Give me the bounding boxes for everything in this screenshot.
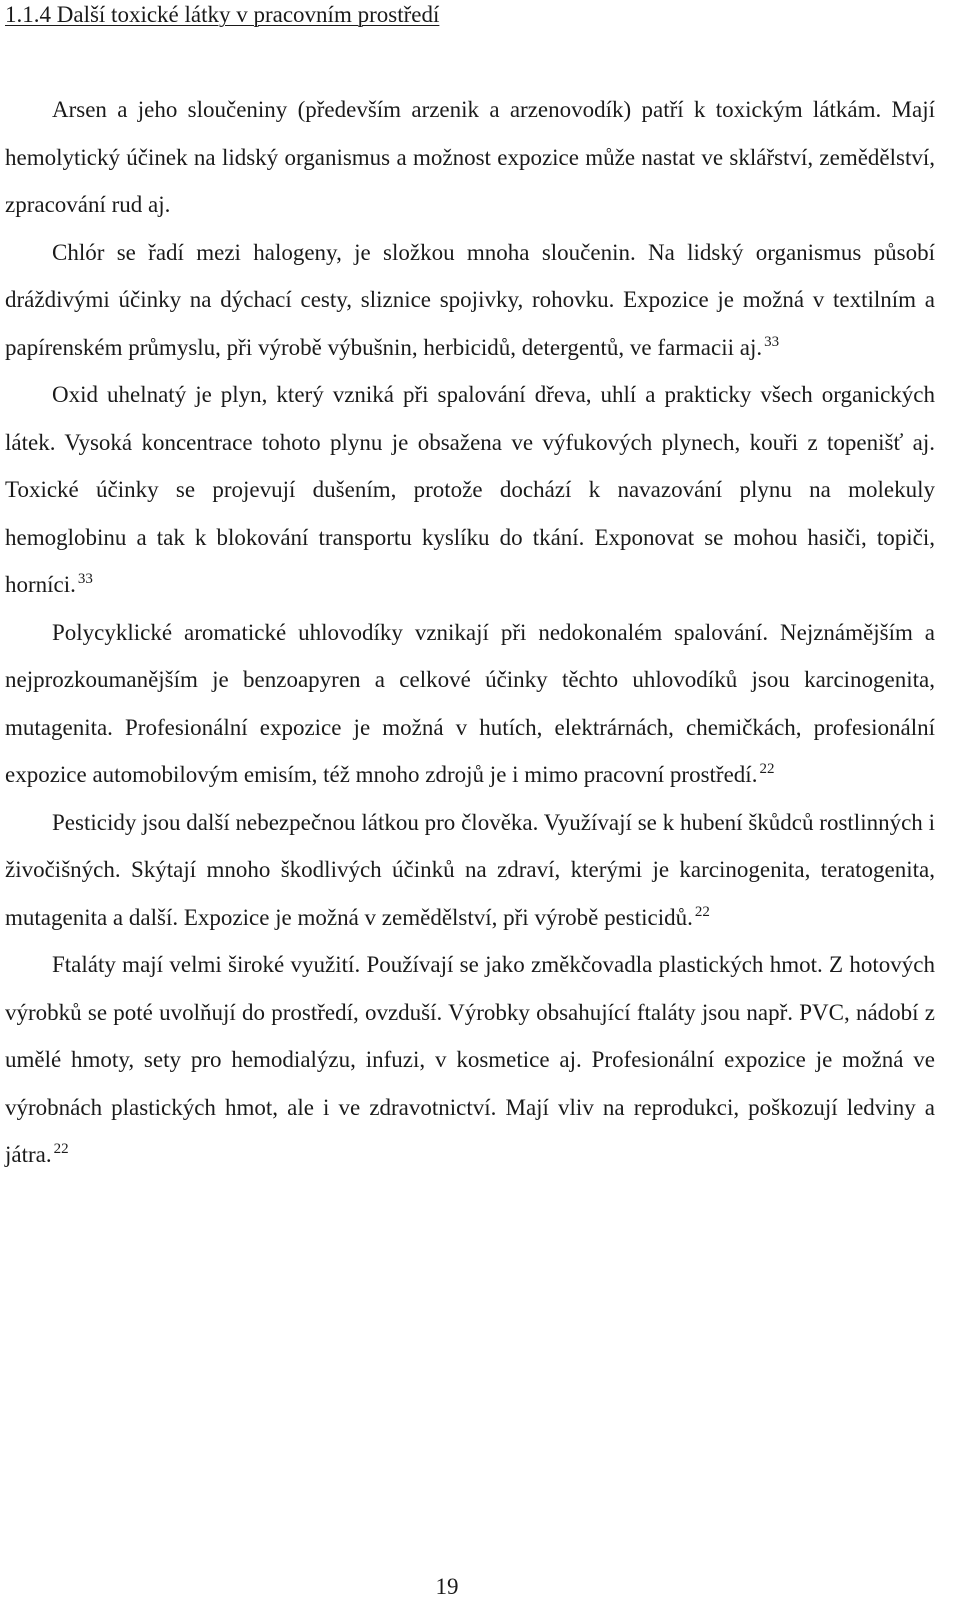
paragraph-oxid-uhelnaty [5,371,935,609]
paragraph-text: Ftaláty mají velmi široké využití. Používají se jako změkčovadla plastických hmot. Z hotových výrobků se poté uvolňují do prostředí, ovzduší. Výrobky obsahující ftaláty jsou např. PVC, nádobí z umělé hmoty, sety pro hemodialýzu, infuzi, v kosmetice aj. Profesionální expozice je možná ve výrobnách plastických hmot, ale i ve zdravotnictví. Mají vliv na reprodukci, poškozují ledviny a játra. [5,952,935,1167]
section-heading: 1.1.4 Další toxické látky v pracovním prostředí [5,2,440,27]
page-number: 19 [435,1574,459,1599]
paragraph-pau [5,609,935,799]
document-body [5,86,935,1179]
paragraph-chlor [5,229,935,372]
paragraph-pesticidy [5,799,935,942]
document-page [5,0,935,1167]
citation-ref: 33 [764,333,780,350]
citation-ref: 22 [694,903,710,920]
paragraph-text: Oxid uhelnatý je plyn, který vzniká při spalování dřeva, uhlí a prakticky všech organických látek. Vysoká koncentrace tohoto plynu je obsažena ve výfukových plynech, kouři z topenišť aj. Toxické účinky se projevují dušením, protože dochází k navazování plynu na molekuly hemoglobinu a tak k blokování transportu kyslíku do tkání. Exponovat se mohou hasiči, topiči, horníci. [5,382,935,597]
citation-ref: 22 [53,1141,69,1157]
paragraph-ftalaty [5,941,935,1179]
citation-ref: 33 [77,571,93,587]
paragraph-text: Pesticidy jsou další nebezpečnou látkou pro člověka. Využívají se k hubení škůdců rostlinných i živočišných. Skýtají mnoho škodlivých účinků na zdraví, kterými je karcinogenita, teratogenita, mutagenita a další. Expozice je možná v zemědělství, při výrobě pesticidů. [5,809,935,930]
paragraph-text: Arsen a jeho sloučeniny (především arzenik a arzenovodík) patří k toxickým látkám. Mají hemolytický účinek na lidský organismus a možnost expozice může nastat ve sklářství, zemědělství, zpracování rud aj. [5,97,935,217]
paragraph-text: Chlór se řadí mezi halogeny, je složkou mnoha sloučenin. Na lidský organismus působí dráždivými účinky na dýchací cesty, sliznice spojivky, rohovku. Expozice je možná v textilním a papírenském průmyslu, při výrobě výbušnin, herbicidů, detergentů, ve farmacii aj. [5,239,935,360]
paragraph-arsen [5,86,935,229]
citation-ref: 22 [759,761,775,777]
paragraph-text: Polycyklické aromatické uhlovodíky vznikají při nedokonalém spalování. Nejznámějším a nejprozkoumanějším je benzoapyren a celkové účinky těchto uhlovodíků jsou karcinogenita, mutagenita. Profesionální expozice je možná v hutích, elektrárnách, chemičkách, profesionální expozice automobilovým emisím, též mnoho zdrojů je i mimo pracovní prostředí. [5,619,935,787]
